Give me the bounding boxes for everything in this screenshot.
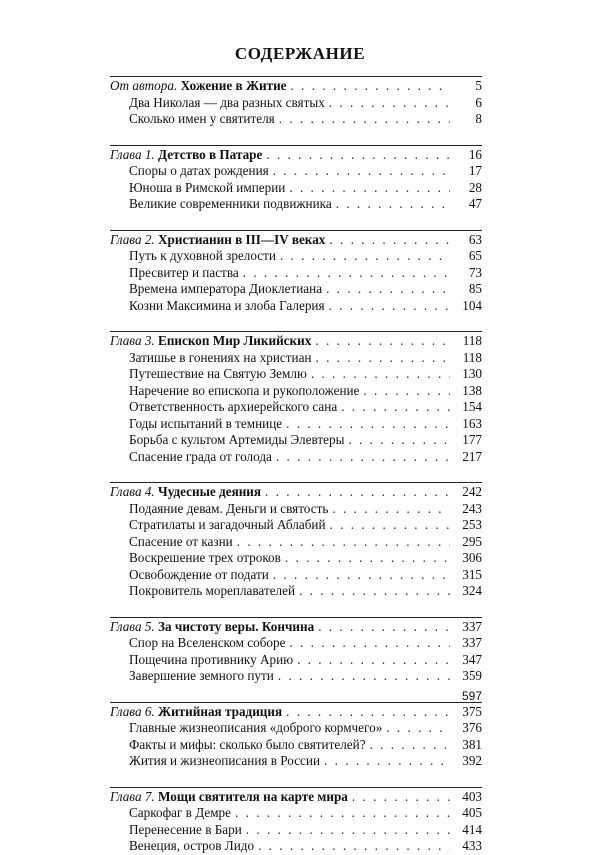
- chapter-heading: Детство в Патаре: [158, 146, 263, 162]
- toc-section: [110, 482, 482, 600]
- subsection-title: Подаяние девам. Деньги и святость: [129, 500, 329, 516]
- subsection-title: Ответственность архиерейского сана: [129, 399, 338, 414]
- toc-section: [110, 617, 482, 685]
- dot-leader: [386, 720, 450, 737]
- subsection-title: Освобождение от подати: [129, 566, 269, 582]
- dot-leader: [243, 265, 450, 282]
- subsection-page-number: 315: [462, 566, 482, 582]
- subsection-entry: [110, 583, 482, 600]
- dot-leader: [341, 399, 450, 416]
- subsection-entry: [110, 838, 482, 855]
- dot-leader: [315, 350, 450, 367]
- section-divider: [110, 331, 482, 332]
- chapter-heading: За чистоту веры. Кончина: [158, 618, 315, 634]
- chapter-title: [110, 789, 348, 806]
- subsection-page-number: 6: [475, 94, 482, 110]
- dot-leader: [315, 333, 450, 350]
- subsection-page-number: 73: [468, 264, 482, 280]
- dot-leader: [235, 805, 450, 822]
- dot-leader: [352, 789, 450, 806]
- subsection-entry: [110, 366, 482, 383]
- chapter-entry: [110, 333, 482, 350]
- subsection-list: [110, 720, 482, 770]
- subsection-title: Стратилаты и загадочный Аблабий: [129, 517, 326, 532]
- dot-leader: [329, 232, 450, 249]
- chapter-title: [110, 484, 261, 501]
- subsection-page-number: 163: [462, 415, 482, 431]
- chapter-page-number: 242: [462, 484, 482, 499]
- subsection-entry: [110, 635, 482, 652]
- subsection-title: Завершение земного пути: [129, 668, 274, 683]
- subsection-title: Спасение града от голода: [129, 448, 272, 464]
- subsection-entry: [110, 567, 482, 584]
- subsection-list: [110, 350, 482, 466]
- subsection-title: Жития и жизнеописания в России: [129, 753, 321, 768]
- subsection-page-number: 130: [462, 366, 482, 381]
- subsection-title: Затишье в гонениях на христиан: [129, 349, 312, 365]
- subsection-page-number: 17: [468, 163, 482, 178]
- dot-leader: [258, 838, 450, 855]
- toc-section: [110, 702, 482, 770]
- subsection-entry: [110, 534, 482, 551]
- subsection-page-number: 337: [462, 635, 482, 650]
- subsection-page-number: 177: [462, 432, 482, 447]
- subsection-title: Воскрешение трех отроков: [129, 550, 281, 565]
- chapter-page-number: 337: [462, 618, 482, 634]
- subsection-title: Сколько имен у святителя: [129, 111, 275, 126]
- chapter-page-number: 63: [468, 231, 482, 247]
- chapter-entry: [110, 147, 482, 164]
- dot-leader: [246, 822, 450, 839]
- subsection-page-number: 414: [462, 821, 482, 837]
- subsection-entry: [110, 111, 482, 128]
- subsection-list: [110, 163, 482, 213]
- subsection-page-number: 65: [468, 248, 482, 263]
- dot-leader: [273, 567, 450, 584]
- subsection-title: Саркофаг в Демре: [129, 805, 232, 820]
- dot-leader: [329, 95, 450, 112]
- subsection-title: Козни Максимина и злоба Галерия: [129, 297, 325, 313]
- dot-leader: [297, 652, 450, 669]
- subsection-page-number: 376: [462, 720, 482, 735]
- subsection-page-number: 217: [462, 448, 482, 464]
- subsection-title: Факты и мифы: сколько было святителей?: [129, 736, 366, 752]
- subsection-page-number: 392: [462, 753, 482, 768]
- subsection-page-number: 306: [462, 550, 482, 565]
- chapter-heading: Христианин в III—IV веках: [158, 231, 326, 247]
- subsection-entry: [110, 399, 482, 416]
- section-divider: [110, 145, 482, 146]
- page-title: СОДЕРЖАНИЕ: [234, 44, 366, 63]
- subsection-entry: [110, 432, 482, 449]
- table-of-contents: [110, 76, 482, 855]
- subsection-entry: [110, 805, 482, 822]
- subsection-page-number: 359: [462, 668, 482, 683]
- chapter-heading: Мощи святителя на карте мира: [158, 788, 348, 804]
- dot-leader: [286, 704, 450, 721]
- dot-leader: [329, 298, 450, 315]
- dot-leader: [285, 550, 450, 567]
- subsection-entry: [110, 416, 482, 433]
- chapter-prefix: Глава 1.: [110, 146, 155, 162]
- chapter-page-number: 16: [468, 146, 482, 162]
- subsection-title: Путь к духовной зрелости: [129, 248, 276, 263]
- chapter-title: [110, 147, 262, 164]
- subsection-entry: [110, 501, 482, 518]
- subsection-entry: [110, 298, 482, 315]
- subsection-entry: [110, 163, 482, 180]
- dot-leader: [279, 111, 450, 128]
- chapter-entry: [110, 484, 482, 501]
- toc-section: [110, 331, 482, 465]
- section-divider: [110, 76, 482, 77]
- subsection-entry: [110, 668, 482, 685]
- section-divider: [110, 702, 482, 703]
- chapter-prefix: Глава 3.: [110, 333, 155, 348]
- subsection-entry: [110, 517, 482, 534]
- subsection-title: Времена императора Диоклетиана: [129, 281, 323, 296]
- subsection-title: Два Николая — два разных святых: [129, 94, 325, 110]
- chapter-entry: [110, 232, 482, 249]
- dot-leader: [289, 635, 450, 652]
- subsection-title: Борьба с культом Артемиды Элевтеры: [129, 432, 345, 447]
- section-divider: [110, 482, 482, 483]
- dot-leader: [324, 753, 450, 770]
- dot-leader: [280, 248, 450, 265]
- subsection-page-number: 243: [462, 500, 482, 516]
- dot-leader: [311, 366, 450, 383]
- subsection-list: [110, 248, 482, 314]
- subsection-title: Спор на Вселенском соборе: [129, 635, 286, 650]
- chapter-entry: [110, 619, 482, 636]
- chapter-heading: Епископ Мир Ликийских: [158, 333, 312, 348]
- dot-leader: [266, 147, 450, 164]
- subsection-entry: [110, 196, 482, 213]
- toc-section: [110, 230, 482, 315]
- subsection-title: Покровитель мореплавателей: [129, 583, 296, 598]
- dot-leader: [299, 583, 450, 600]
- toc-section: [110, 787, 482, 855]
- dot-leader: [332, 501, 450, 518]
- dot-leader: [363, 383, 450, 400]
- subsection-entry: [110, 822, 482, 839]
- chapter-entry: [110, 789, 482, 806]
- subsection-entry: [110, 180, 482, 197]
- dot-leader: [265, 484, 450, 501]
- toc-section: [110, 145, 482, 213]
- subsection-page-number: 405: [462, 805, 482, 820]
- subsection-page-number: 154: [462, 399, 482, 414]
- subsection-page-number: 433: [462, 838, 482, 853]
- subsection-entry: [110, 449, 482, 466]
- section-divider: [110, 230, 482, 231]
- subsection-entry: [110, 652, 482, 669]
- dot-leader: [276, 449, 450, 466]
- subsection-page-number: 118: [462, 349, 482, 365]
- subsection-title: Годы испытаний в темнице: [129, 415, 283, 431]
- chapter-prefix: Глава 2.: [110, 231, 155, 247]
- dot-leader: [289, 180, 450, 197]
- chapter-entry: [110, 704, 482, 721]
- subsection-entry: [110, 550, 482, 567]
- chapter-title: [110, 619, 314, 636]
- chapter-title: [110, 78, 287, 95]
- chapter-heading: Хожение в Житие: [180, 78, 287, 93]
- subsection-entry: [110, 248, 482, 265]
- subsection-title: Пощечина противнику Арию: [129, 651, 294, 667]
- chapter-title: [110, 232, 325, 249]
- chapter-heading: Чудесные деяния: [158, 484, 262, 499]
- subsection-entry: [110, 753, 482, 770]
- subsection-page-number: 295: [462, 533, 482, 549]
- chapter-page-number: 5: [475, 78, 482, 93]
- subsection-page-number: 47: [468, 196, 482, 211]
- dot-leader: [318, 619, 450, 636]
- dot-leader: [237, 534, 450, 551]
- subsection-page-number: 8: [475, 111, 482, 126]
- subsection-page-number: 28: [468, 179, 482, 195]
- subsection-list: [110, 635, 482, 685]
- subsection-page-number: 324: [462, 583, 482, 598]
- dot-leader: [348, 432, 450, 449]
- subsection-entry: [110, 720, 482, 737]
- subsection-list: [110, 501, 482, 600]
- subsection-title: Великие современники подвижника: [129, 196, 332, 211]
- subsection-page-number: 381: [462, 736, 482, 752]
- subsection-entry: [110, 265, 482, 282]
- toc-section: [110, 76, 482, 128]
- chapter-page-number: 118: [462, 333, 482, 348]
- dot-leader: [370, 737, 450, 754]
- chapter-prefix: Глава 5.: [110, 618, 155, 634]
- subsection-title: Главные жизнеописания «доброго кормчего»: [129, 720, 383, 735]
- subsection-list: [110, 805, 482, 855]
- subsection-title: Венеция, остров Лидо: [129, 838, 255, 853]
- subsection-page-number: 253: [462, 517, 482, 532]
- dot-leader: [273, 163, 450, 180]
- subsection-entry: [110, 737, 482, 754]
- chapter-prefix: Глава 4.: [110, 484, 155, 499]
- chapter-title: [110, 704, 282, 721]
- subsection-title: Спасение от казни: [129, 533, 233, 549]
- chapter-prefix: Глава 7.: [110, 788, 155, 804]
- subsection-title: Юноша в Римской империи: [129, 179, 286, 195]
- subsection-entry: [110, 95, 482, 112]
- chapter-title: [110, 333, 311, 350]
- subsection-entry: [110, 383, 482, 400]
- chapter-entry: [110, 78, 482, 95]
- dot-leader: [330, 517, 450, 534]
- subsection-title: Путешествие на Святую Землю: [129, 366, 307, 381]
- page-number: 597: [461, 689, 482, 703]
- dot-leader: [291, 78, 450, 95]
- dot-leader: [326, 281, 450, 298]
- dot-leader: [336, 196, 450, 213]
- chapter-prefix: От автора.: [110, 78, 178, 93]
- subsection-page-number: 104: [462, 297, 482, 313]
- section-divider: [110, 787, 482, 788]
- chapter-heading: Житийная традиция: [158, 703, 283, 719]
- subsection-page-number: 138: [462, 382, 482, 398]
- subsection-entry: [110, 281, 482, 298]
- dot-leader: [286, 416, 450, 433]
- subsection-title: Пресвитер и паства: [129, 264, 239, 280]
- chapter-page-number: 403: [462, 788, 482, 804]
- chapter-page-number: 375: [462, 703, 482, 719]
- chapter-prefix: Глава 6.: [110, 703, 155, 719]
- subsection-page-number: 347: [462, 651, 482, 667]
- subsection-page-number: 85: [468, 281, 482, 296]
- subsection-entry: [110, 350, 482, 367]
- dot-leader: [278, 668, 450, 685]
- subsection-title: Наречение во епископа и рукоположение: [129, 382, 360, 398]
- subsection-title: Перенесение в Бари: [129, 821, 242, 837]
- section-divider: [110, 617, 482, 618]
- subsection-title: Споры о датах рождения: [129, 163, 269, 178]
- subsection-list: [110, 95, 482, 128]
